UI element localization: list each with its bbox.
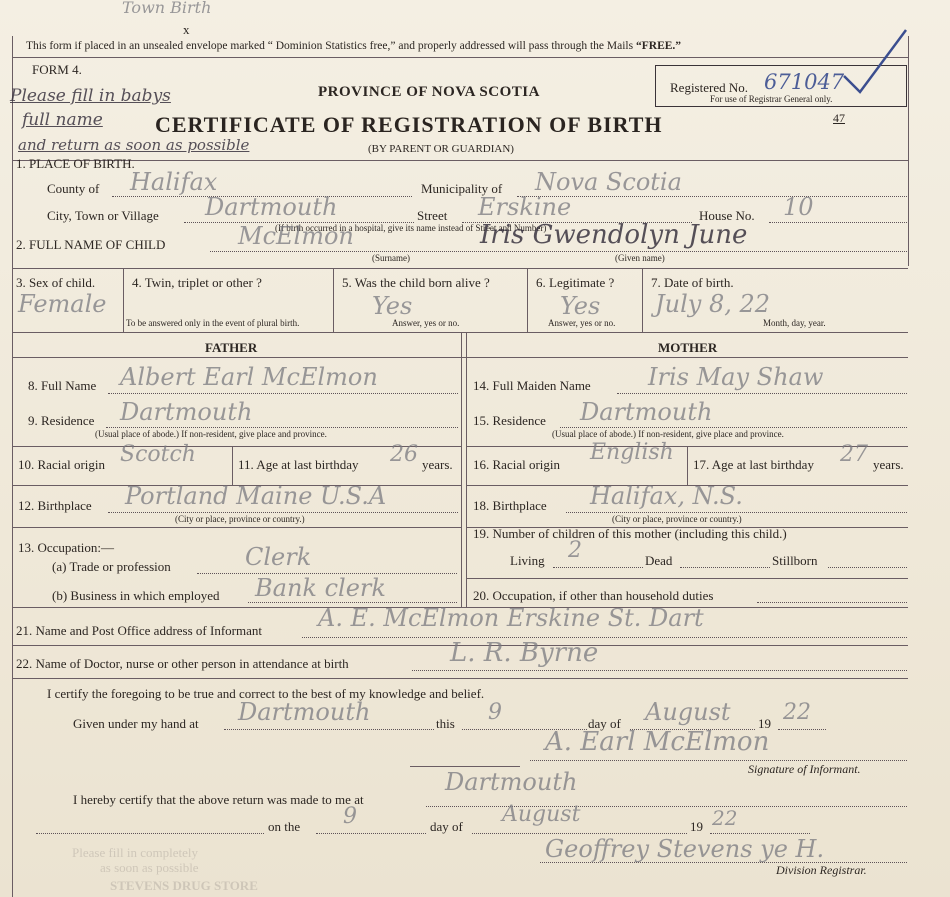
rule [530, 760, 907, 761]
father-birthplace: Portland Maine U.S.A [125, 482, 387, 510]
s9-label: 9. Residence [28, 413, 95, 428]
rule [466, 578, 908, 579]
mother-racial-origin: English [590, 440, 674, 465]
house-value: 10 [783, 193, 814, 221]
rule [828, 567, 907, 568]
divider [232, 446, 233, 485]
registrar-month: August [502, 802, 581, 827]
rule [410, 766, 520, 767]
s7-label: 7. Date of birth. [651, 275, 734, 290]
s14-label: 14. Full Maiden Name [473, 378, 591, 393]
margin-note-line2: full name [22, 110, 103, 130]
rule [12, 57, 908, 58]
stillborn-label: Stillborn [772, 553, 818, 568]
county-label: County of [47, 181, 100, 196]
mother-residence-caption: (Usual place of abode.) If non-resident, give place and province. [552, 429, 784, 439]
mother-header: MOTHER [658, 340, 718, 355]
trade-label: (a) Trade or profession [52, 559, 171, 574]
municipality-label: Municipality of [421, 181, 503, 196]
informant-signature-caption: Signature of Informant. [748, 762, 861, 776]
s13-label: 13. Occupation:— [18, 540, 115, 555]
registrar-text: I hereby certify that the above return was made to me at [73, 792, 364, 807]
rule [12, 357, 908, 358]
registered-number: 671047 [764, 70, 845, 94]
rule [108, 393, 458, 394]
rule [12, 268, 908, 269]
year-prefix: 19 [758, 716, 771, 731]
s1-label: 1. PLACE OF BIRTH. [16, 156, 135, 171]
given-label: Given under my hand at [73, 716, 199, 731]
ghost-text-1: Please fill in completely [72, 845, 198, 860]
certify-year: 22 [783, 700, 811, 725]
birth-date-caption: Month, day, year. [763, 318, 826, 328]
plural-birth-note: To be answered only in the event of plural birth. [126, 318, 300, 328]
informant-value: A. E. McElmon Erskine St. Dart [318, 604, 704, 632]
hospital-note: (If birth occurred in a hospital, give its name instead of Street and Number) [275, 223, 547, 233]
mother-maiden-name: Iris May Shaw [648, 363, 824, 391]
certify-day: 9 [488, 700, 502, 725]
check-mark-icon [840, 26, 910, 96]
rule [617, 393, 907, 394]
divider [527, 268, 528, 332]
registered-label: Registered No. [670, 80, 748, 95]
s22-label: 22. Name of Doctor, nurse or other person in attendance at birth [16, 656, 349, 671]
legitimate-caption: Answer, yes or no. [548, 318, 616, 328]
birth-date-value: July 8, 22 [655, 290, 771, 318]
municipality-value: Nova Scotia [535, 168, 682, 196]
column-divider [461, 332, 462, 607]
form-number: FORM 4. [32, 62, 82, 77]
certify-month: August [645, 698, 731, 726]
rule [566, 512, 907, 513]
rule [757, 602, 907, 603]
s11-label: 11. Age at last birthday [238, 457, 359, 472]
father-name: Albert Earl McElmon [120, 363, 378, 391]
registrar-day-label: day of [430, 819, 463, 834]
divider [687, 446, 688, 485]
business-label: (b) Business in which employed [52, 588, 220, 603]
this-label: this [436, 716, 455, 731]
rule [553, 567, 643, 568]
father-racial-origin: Scotch [120, 442, 196, 467]
ghost-text-2: as soon as possible [100, 860, 199, 875]
city-value: Dartmouth [205, 193, 338, 221]
column-divider [466, 332, 467, 607]
rule [769, 222, 907, 223]
mother-birthplace: Halifax, N.S. [590, 482, 743, 510]
father-business: Bank clerk [255, 574, 386, 602]
s5-label: 5. Was the child born alive ? [342, 275, 490, 290]
registrar-place: Dartmouth [445, 768, 578, 796]
s17-label: 17. Age at last birthday [693, 457, 814, 472]
father-residence: Dartmouth [120, 398, 253, 426]
ghost-text-3: STEVENS DRUG STORE [110, 878, 258, 893]
top-mark: x [183, 22, 190, 37]
living-label: Living [510, 553, 545, 568]
s6-label: 6. Legitimate ? [536, 275, 615, 290]
father-age-unit: years. [422, 457, 453, 472]
on-the-label: on the [268, 819, 301, 834]
divider [642, 268, 643, 332]
informant-signature: A. Earl McElmon [545, 727, 770, 757]
rule [12, 678, 908, 679]
s8-label: 8. Full Name [28, 378, 97, 393]
s21-label: 21. Name and Post Office address of Informant [16, 623, 262, 638]
certificate-subtitle: (BY PARENT OR GUARDIAN) [368, 143, 514, 155]
registrar-signature: Geoffrey Stevens ye H. [545, 835, 825, 863]
father-residence-caption: (Usual place of abode.) If non-resident, give place and province. [95, 429, 327, 439]
rule [472, 833, 687, 834]
s12-label: 12. Birthplace [18, 498, 92, 513]
rule [36, 833, 264, 834]
divider [333, 268, 334, 332]
s15-label: 15. Residence [473, 413, 546, 428]
s20-label: 20. Occupation, if other than household duties [473, 588, 714, 603]
certify-place: Dartmouth [238, 698, 371, 726]
top-pencil-note: Town Birth [122, 0, 212, 17]
registrar-year-prefix: 19 [690, 819, 703, 834]
rule [108, 512, 458, 513]
mother-birthplace-caption: (City or place, province or country.) [612, 514, 742, 524]
stamp-number: 47 [833, 111, 845, 125]
city-label: City, Town or Village [47, 208, 159, 223]
mother-age: 27 [840, 442, 868, 467]
rule [210, 251, 907, 252]
registrar-general-note: For use of Registrar General only. [710, 94, 833, 104]
day-of-label: day of [588, 716, 621, 731]
father-trade: Clerk [245, 543, 312, 571]
rule [12, 332, 908, 333]
county-value: Halifax [130, 168, 218, 196]
s4-label: 4. Twin, triplet or other ? [132, 275, 262, 290]
legitimate-value: Yes [560, 292, 601, 320]
divider [123, 268, 124, 332]
rule [426, 806, 907, 807]
s18-label: 18. Birthplace [473, 498, 547, 513]
margin-note-line1: Please fill in babys [10, 86, 171, 106]
given-caption: (Given name) [615, 253, 665, 263]
mail-notice: This form if placed in an unsealed envelope marked “ Dominion Statistics free,” and properly addressed will pass through the Mails “FREE.” [26, 40, 682, 52]
attendant-value: L. R. Byrne [450, 638, 599, 668]
left-border [12, 36, 13, 897]
s3-label: 3. Sex of child. [16, 275, 96, 290]
certify-text: I certify the foregoing to be true and correct to the best of my knowledge and belief. [47, 686, 485, 701]
rule [560, 427, 907, 428]
rule [106, 427, 458, 428]
rule [248, 602, 457, 603]
rule [517, 196, 907, 197]
street-value: Erskine [478, 193, 572, 221]
registrar-caption: Division Registrar. [776, 863, 867, 877]
rule [680, 567, 770, 568]
child-surname: McElmon [238, 222, 354, 250]
rule [12, 160, 908, 161]
sex-value: Female [18, 290, 107, 318]
father-header: FATHER [205, 340, 258, 355]
registrar-year: 22 [712, 806, 738, 830]
surname-caption: (Surname) [372, 253, 410, 263]
father-age: 26 [390, 442, 418, 467]
s2-label: 2. FULL NAME OF CHILD [16, 237, 166, 252]
rule [224, 729, 434, 730]
mother-age-unit: years. [873, 457, 904, 472]
province-heading: PROVINCE OF NOVA SCOTIA [318, 84, 540, 100]
rule [12, 527, 462, 528]
rule [778, 729, 826, 730]
s16-label: 16. Racial origin [473, 457, 561, 472]
dead-label: Dead [645, 553, 673, 568]
rule [710, 833, 810, 834]
s19-label: 19. Number of children of this mother (including this child.) [473, 526, 787, 541]
born-alive-caption: Answer, yes or no. [392, 318, 460, 328]
registrar-day: 9 [343, 804, 357, 829]
margin-note-line3: and return as soon as possible [18, 136, 250, 154]
s10-label: 10. Racial origin [18, 457, 106, 472]
father-birthplace-caption: (City or place, province or country.) [175, 514, 305, 524]
mother-residence: Dartmouth [580, 398, 713, 426]
living-value: 2 [568, 538, 582, 563]
street-label: Street [417, 208, 448, 223]
rule [412, 670, 907, 671]
rule [302, 637, 907, 638]
rule [316, 833, 426, 834]
child-given-name: Iris Gwendolyn June [480, 220, 748, 250]
certificate-title: CERTIFICATE OF REGISTRATION OF BIRTH [155, 112, 663, 137]
house-label: House No. [699, 208, 755, 223]
born-alive-value: Yes [372, 292, 413, 320]
